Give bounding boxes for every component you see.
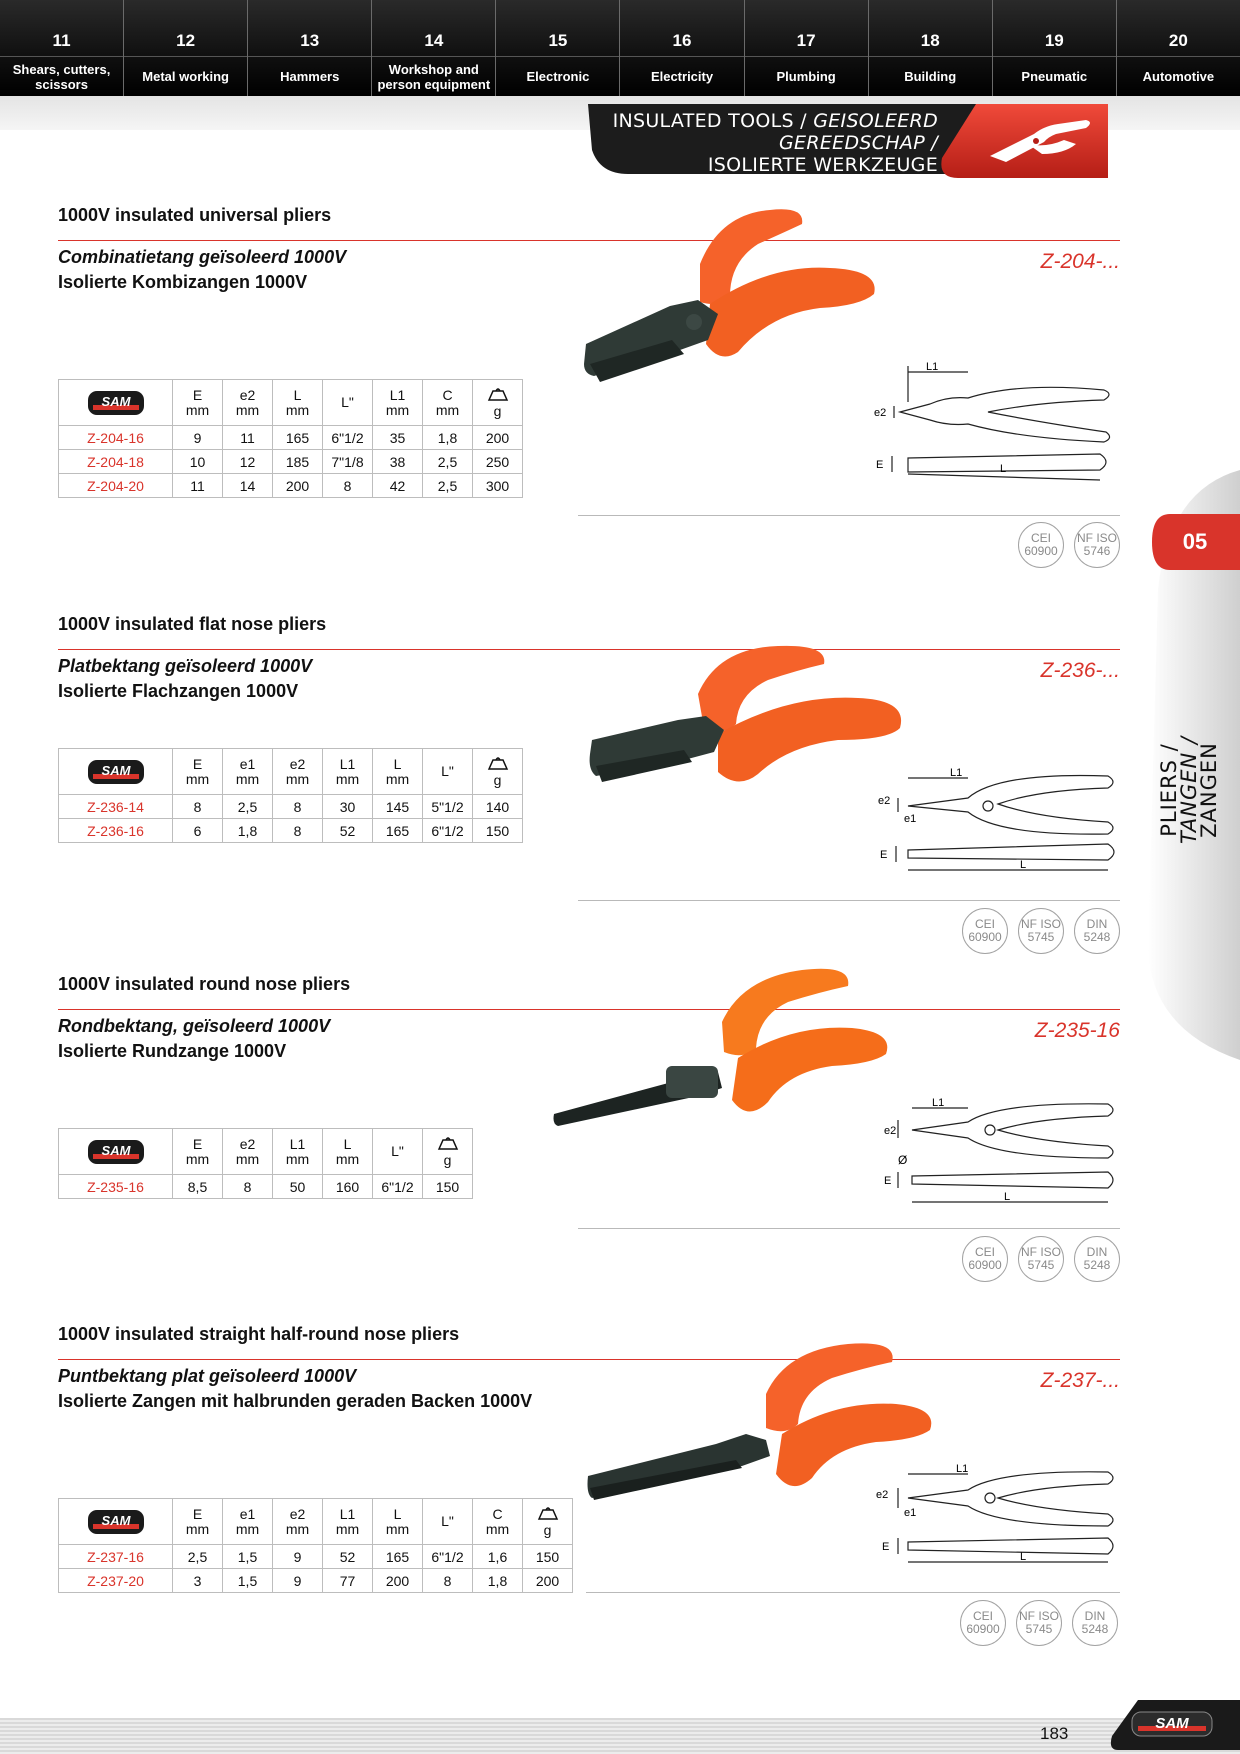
- nav-label: Hammers: [248, 56, 371, 96]
- brand-logo-cell: [59, 749, 173, 795]
- dim-label-e2: e2: [874, 407, 887, 419]
- nav-label: Shears, cutters, scissors: [0, 56, 123, 96]
- nav-number: 19: [1044, 31, 1064, 50]
- dim-label-e: E: [882, 1541, 890, 1553]
- nav-label: Building: [869, 56, 992, 96]
- nav-tab-16[interactable]: [620, 0, 744, 96]
- dim-label-e1: e1: [904, 1507, 917, 1519]
- table-row[interactable]: Z-237-16 2,5 1,5 9 52 165 6"1/2 1,6 150: [59, 1545, 573, 1569]
- col-header: L1 mm: [373, 380, 423, 426]
- sam-logo: [87, 1139, 145, 1165]
- nav-tab-18[interactable]: [869, 0, 993, 96]
- dim-label-l1: L1: [956, 1463, 969, 1475]
- col-header: L mm: [323, 1129, 373, 1175]
- col-header: g: [523, 1499, 573, 1545]
- dim-label-e2: e2: [884, 1125, 897, 1137]
- product-code[interactable]: Z-236-...: [1040, 659, 1120, 682]
- section-divider: [586, 1592, 1120, 1593]
- col-header: E mm: [173, 749, 223, 795]
- col-header: e2 mm: [223, 380, 273, 426]
- section-banner: [588, 104, 1108, 174]
- nav-number: 17: [796, 31, 816, 50]
- banner-title-en: INSULATED TOOLS /: [612, 110, 807, 132]
- table-row[interactable]: Z-204-20 11 14 200 8 42 2,5 300: [59, 474, 523, 498]
- col-header: E mm: [173, 1129, 223, 1175]
- nav-tab-12[interactable]: [124, 0, 248, 96]
- spec-table: [58, 748, 523, 843]
- sam-footer-logo: [1108, 1700, 1240, 1750]
- product-title-de: Isolierte Zangen mit halbrunden geraden Backen 1000V: [58, 1391, 533, 1411]
- article-code[interactable]: Z-235-16: [59, 1175, 173, 1199]
- svg-text:SAM: SAM: [101, 1142, 130, 1158]
- col-header: C mm: [473, 1499, 523, 1545]
- spec-table: [58, 379, 523, 498]
- spec-table: [58, 1128, 473, 1199]
- nav-tab-13[interactable]: [248, 0, 372, 96]
- nav-label: Workshop and person equipment: [372, 56, 495, 96]
- nav-label: Electronic: [496, 56, 619, 96]
- cert-badge: CEI 60900: [1018, 522, 1064, 568]
- flat-nose-pliers-diagram: [868, 762, 1120, 882]
- nav-number: 12: [176, 31, 196, 50]
- col-header: e1 mm: [223, 749, 273, 795]
- svg-text:SAM: SAM: [101, 762, 130, 778]
- col-header: e2 mm: [273, 1499, 323, 1545]
- article-code[interactable]: Z-236-14: [59, 795, 173, 819]
- cert-badge: CEI 60900: [960, 1600, 1006, 1646]
- nav-tab-19[interactable]: [993, 0, 1117, 96]
- brand-logo-cell: [59, 1499, 173, 1545]
- product-code[interactable]: Z-204-...: [1040, 250, 1120, 273]
- col-header: L mm: [373, 749, 423, 795]
- nav-label: Metal working: [124, 56, 247, 96]
- weight-icon: [487, 756, 509, 770]
- banner-title-nl: GEISOLEERD GEREEDSCHAP /: [779, 110, 938, 154]
- product-title: 1000V insulated universal pliers: [58, 205, 332, 225]
- product-code[interactable]: Z-235-16: [1034, 1019, 1120, 1042]
- chapter-number[interactable]: 05: [1182, 529, 1208, 554]
- round-nose-pliers-diagram: [868, 1092, 1120, 1212]
- table-row[interactable]: Z-237-20 3 1,5 9 77 200 8 1,8 200: [59, 1569, 573, 1593]
- product-title-de: Isolierte Kombizangen 1000V: [58, 272, 308, 292]
- nav-tab-17[interactable]: [745, 0, 869, 96]
- article-code[interactable]: Z-236-16: [59, 819, 173, 843]
- article-code[interactable]: Z-237-20: [59, 1569, 173, 1593]
- col-header: L1 mm: [273, 1129, 323, 1175]
- col-header: g: [473, 380, 523, 426]
- certifications: [1018, 522, 1120, 568]
- nav-label: Plumbing: [745, 56, 868, 96]
- banner-title: [588, 110, 938, 176]
- spec-table: [58, 1498, 573, 1593]
- col-header: L": [423, 749, 473, 795]
- chapter-label: [1138, 690, 1240, 890]
- weight-icon: [437, 1136, 459, 1150]
- universal-pliers-diagram: [868, 362, 1120, 486]
- svg-text:SAM: SAM: [1155, 1715, 1189, 1732]
- product-title-nl: Platbektang geïsoleerd 1000V: [58, 656, 313, 676]
- dim-label-e: E: [876, 459, 884, 471]
- cert-badge: DIN 5248: [1074, 1236, 1120, 1282]
- nav-tab-14[interactable]: [372, 0, 496, 96]
- banner-title-de: ISOLIERTE WERKZEUGE: [707, 154, 938, 176]
- product-title: 1000V insulated straight half-round nose pliers: [58, 1324, 460, 1344]
- col-header: e2 mm: [223, 1129, 273, 1175]
- product-code[interactable]: Z-237-...: [1040, 1369, 1120, 1392]
- cert-badge: DIN 5248: [1074, 908, 1120, 954]
- dim-label-e2: e2: [876, 1489, 889, 1501]
- category-nav: [0, 0, 1240, 96]
- cert-badge: CEI 60900: [962, 908, 1008, 954]
- nav-number: 11: [52, 31, 71, 50]
- nav-tab-15[interactable]: [496, 0, 620, 96]
- cert-badge: CEI 60900: [962, 1236, 1008, 1282]
- dim-label-l1: L1: [926, 362, 939, 373]
- svg-text:SAM: SAM: [101, 393, 130, 409]
- product-title-nl: Combinatietang geïsoleerd 1000V: [58, 247, 347, 267]
- pliers-category-icon: [936, 104, 1108, 178]
- dim-label-l: L: [1000, 463, 1007, 475]
- product-title-de: Isolierte Flachzangen 1000V: [58, 681, 299, 701]
- dim-label-l1: L1: [932, 1097, 945, 1109]
- dim-label-e1: e1: [904, 813, 917, 825]
- universal-pliers-photo: [580, 204, 910, 390]
- col-header: E mm: [173, 380, 223, 426]
- dim-label-e2: e2: [878, 795, 891, 807]
- table-row[interactable]: Z-236-16 6 1,8 8 52 165 6"1/2 150: [59, 819, 523, 843]
- article-code[interactable]: Z-237-16: [59, 1545, 173, 1569]
- col-header: e1 mm: [223, 1499, 273, 1545]
- product-title: 1000V insulated round nose pliers: [58, 974, 351, 994]
- nav-number: 15: [548, 31, 568, 50]
- nav-number: 14: [424, 31, 444, 50]
- nav-number: 18: [920, 31, 940, 50]
- weight-icon: [487, 387, 509, 401]
- nav-label: Electricity: [620, 56, 743, 96]
- table-row[interactable]: Z-235-16 8,5 8 50 160 6"1/2 150: [59, 1175, 473, 1199]
- col-header: L1 mm: [323, 1499, 373, 1545]
- sam-logo: [87, 390, 145, 416]
- col-header: g: [423, 1129, 473, 1175]
- dim-label-l: L: [1020, 1551, 1027, 1563]
- chapter-label-nl: TANGEN /: [1177, 736, 1201, 844]
- brand-logo-cell: [59, 1129, 173, 1175]
- page-number: 183: [1040, 1724, 1069, 1743]
- dim-label-e: E: [884, 1175, 892, 1187]
- nav-label: Automotive: [1117, 56, 1240, 96]
- sam-logo: [87, 1509, 145, 1535]
- cert-badge: NF ISO 5746: [1074, 522, 1120, 568]
- sam-logo: [87, 759, 145, 785]
- dim-label-l1: L1: [950, 767, 963, 779]
- col-header: L": [423, 1499, 473, 1545]
- svg-text:SAM: SAM: [101, 1512, 130, 1528]
- chapter-label-de: ZANGEN: [1197, 742, 1221, 838]
- col-header: E mm: [173, 1499, 223, 1545]
- dim-label-e: E: [880, 849, 888, 861]
- col-header: L1 mm: [323, 749, 373, 795]
- cert-badge: NF ISO 5745: [1018, 1236, 1064, 1282]
- product-title-nl: Rondbektang, geïsoleerd 1000V: [58, 1016, 331, 1036]
- half-round-nose-pliers-diagram: [868, 1462, 1120, 1572]
- certifications: [962, 908, 1120, 954]
- product-title-nl: Puntbektang plat geïsoleerd 1000V: [58, 1366, 357, 1386]
- chapter-label-en: PLIERS /: [1157, 743, 1181, 837]
- section-divider: [578, 1228, 1120, 1229]
- certifications: [962, 1236, 1120, 1282]
- certifications: [960, 1600, 1118, 1646]
- section-divider: [578, 515, 1120, 516]
- col-header: e2 mm: [273, 749, 323, 795]
- nav-number: 20: [1168, 31, 1188, 50]
- article-code[interactable]: Z-204-20: [59, 474, 173, 498]
- dim-label-diameter: Ø: [898, 1153, 908, 1167]
- col-header: L": [373, 1129, 423, 1175]
- col-header: L mm: [273, 380, 323, 426]
- nav-tab-20[interactable]: [1117, 0, 1240, 96]
- weight-icon: [537, 1506, 559, 1520]
- col-header: g: [473, 749, 523, 795]
- col-header: C mm: [423, 380, 473, 426]
- section-divider: [578, 900, 1120, 901]
- product-title-de: Isolierte Rundzange 1000V: [58, 1041, 287, 1061]
- col-header: L": [323, 380, 373, 426]
- table-row[interactable]: Z-204-16 9 11 165 6"1/2 35 1,8 200: [59, 426, 523, 450]
- dim-label-l: L: [1004, 1191, 1011, 1203]
- cert-badge: DIN 5248: [1072, 1600, 1118, 1646]
- cert-badge: NF ISO 5745: [1018, 908, 1064, 954]
- product-title: 1000V insulated flat nose pliers: [58, 614, 327, 634]
- article-code[interactable]: Z-204-16: [59, 426, 173, 450]
- dim-label-l: L: [1020, 859, 1027, 871]
- nav-number: 16: [672, 31, 692, 50]
- table-row[interactable]: Z-204-18 10 12 185 7"1/8 38 2,5 250: [59, 450, 523, 474]
- table-row[interactable]: Z-236-14 8 2,5 8 30 145 5"1/2 140: [59, 795, 523, 819]
- nav-tab-11[interactable]: [0, 0, 124, 96]
- brand-logo-cell: [59, 380, 173, 426]
- cert-badge: NF ISO 5745: [1016, 1600, 1062, 1646]
- article-code[interactable]: Z-204-18: [59, 450, 173, 474]
- col-header: L mm: [373, 1499, 423, 1545]
- nav-label: Pneumatic: [993, 56, 1116, 96]
- nav-number: 13: [300, 31, 320, 50]
